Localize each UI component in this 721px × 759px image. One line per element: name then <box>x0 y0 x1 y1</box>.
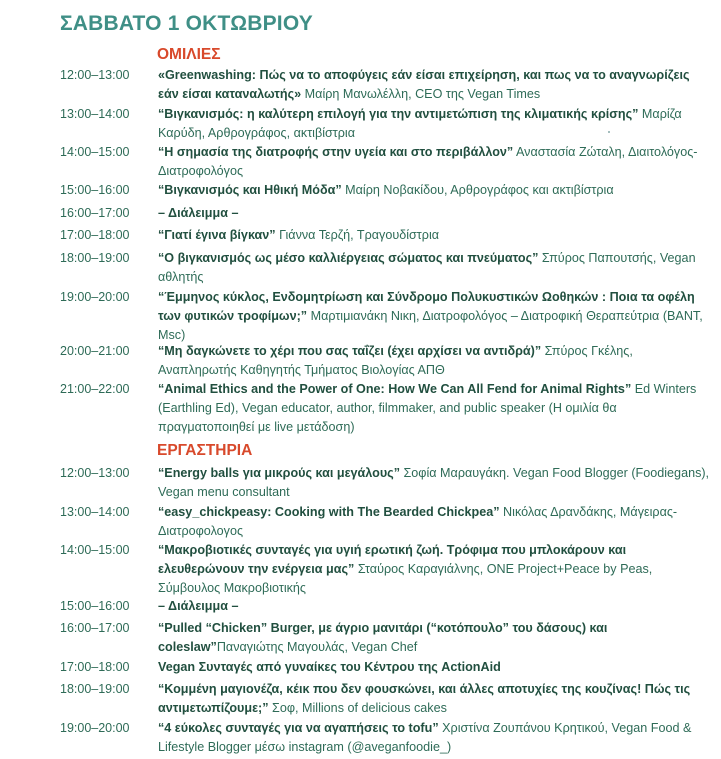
event-title: “Energy balls για μικρούς και μεγάλους” <box>158 466 401 480</box>
time-slot: 19:00–20:00 <box>60 290 130 304</box>
event-title: Vegan Συνταγές από γυναίκες του Κέντρου της ActionAid <box>158 660 501 674</box>
event-description <box>158 249 710 287</box>
event-speaker: Σπύρος Γκέλης, Αναπληρωτής Καθηγητής Τμήματος Βιολογίας ΑΠΘ <box>158 344 633 377</box>
break-label: – Διάλειμμα – <box>158 599 239 613</box>
event-title: “Pulled “Chicken” Burger, με άγριο μανιτάρι (“κοτόπουλο” του δάσους) και coleslaw” <box>158 621 608 654</box>
event-description <box>158 288 710 345</box>
event-speaker: Μαίρη Μανωλέλλη, CEO της Vegan Times <box>301 87 541 101</box>
event-speaker: Παναγιώτης Μαγουλάς, Vegan Chef <box>216 640 418 654</box>
event-speaker: Γιάννα Τερζή, Τραγουδίστρια <box>275 228 440 242</box>
section-title-talks: ΟΜΙΛΙΕΣ <box>157 46 221 63</box>
event-description <box>158 619 710 657</box>
event-description <box>158 226 710 245</box>
event-description <box>158 503 710 541</box>
event-description <box>158 181 710 200</box>
event-description <box>158 597 710 616</box>
event-description <box>158 680 710 718</box>
event-description <box>158 66 710 104</box>
event-title: “Animal Ethics and the Power of One: How We Can All Fend for Animal Rights” <box>158 382 632 396</box>
time-slot: 17:00–18:00 <box>60 660 130 674</box>
time-slot: 16:00–17:00 <box>60 621 130 635</box>
event-title: “Γιατί έγινα βίγκαν” <box>158 228 276 242</box>
time-slot: 13:00–14:00 <box>60 505 130 519</box>
time-slot: 20:00–21:00 <box>60 344 130 358</box>
event-title: “Μη δαγκώνετε το χέρι που σας ταΐζει (έχει αρχίσει να αντιδρά)” <box>158 344 542 358</box>
event-title: “Κομμένη μαγιονέζα, κέικ που δεν φουσκώνει, και άλλες αποτυχίες της κουζίνας! Πώς τις αντιμετωπίζουμε;” <box>158 682 691 715</box>
event-speaker: Μαίρη Νοβακίδου, Αρθρογράφος και ακτιβίστρια <box>341 183 614 197</box>
event-description <box>158 380 710 437</box>
event-speaker: Αναστασία Ζώταλη, Διαιτολόγος-Διατροφολόγος <box>158 145 698 178</box>
event-title: “4 εύκολες συνταγές για να αγαπήσεις το tofu” <box>158 721 439 735</box>
time-slot: 13:00–14:00 <box>60 107 130 121</box>
event-description <box>158 342 710 380</box>
event-description <box>158 204 710 223</box>
event-speaker: Μαρίζα Καρύδη, Αρθρογράφος, ακτιβίστρια <box>158 107 682 140</box>
event-description <box>158 658 710 677</box>
time-slot: 19:00–20:00 <box>60 721 130 735</box>
time-slot: 14:00–15:00 <box>60 145 130 159</box>
time-slot: 14:00–15:00 <box>60 543 130 557</box>
event-speaker: Νικόλας Δρανδάκης, Μάγειρας-Διατροφολογος <box>158 505 678 538</box>
event-title: “Ο βιγκανισμός ως μέσο καλλιέργειας σώματος και πνεύματος” <box>158 251 539 265</box>
event-title: “Έμμηνος κύκλος, Ενδομητρίωση και Σύνδρομο Πολυκυστικών Ωοθηκών : Ποια τα οφέλη των φυτικών τροφίμων;” <box>158 290 695 323</box>
event-title: “Βιγκανισμός: η καλύτερη επιλογή για την αντιμετώπιση της κλιματικής κρίσης” <box>158 107 639 121</box>
event-title: «Greenwashing: Πώς να το αποφύγεις εάν είσαι επιχείρηση, και πως να το αναγνωρίζεις εάν είσαι καταναλωτής» <box>158 68 690 101</box>
event-title: “Βιγκανισμός και Ηθική Μόδα” <box>158 183 342 197</box>
event-speaker: Σοφία Μαραυγάκη. Vegan Food Blogger (Foodiegans), Vegan menu consultant <box>158 466 710 499</box>
time-slot: 17:00–18:00 <box>60 228 130 242</box>
time-slot: 21:00–22:00 <box>60 382 130 396</box>
event-speaker: Μαρτιμιανάκη Νικη, Διατροφολόγος – Διατροφική Θεραπεύτρια (BANT, Msc) <box>158 309 703 342</box>
time-slot: 15:00–16:00 <box>60 599 130 613</box>
event-speaker: Σοφ, Millions of delicious cakes <box>268 701 447 715</box>
event-description <box>158 464 710 502</box>
event-description <box>158 541 710 598</box>
event-description <box>158 719 710 757</box>
time-slot: 18:00–19:00 <box>60 682 130 696</box>
event-description <box>158 143 710 181</box>
time-slot: 12:00–13:00 <box>60 466 130 480</box>
decorative-dot <box>608 131 610 133</box>
event-description <box>158 105 710 143</box>
event-title: “easy_chickpeasy: Cooking with The Bearded Chickpea” <box>158 505 500 519</box>
time-slot: 18:00–19:00 <box>60 251 130 265</box>
section-title-workshops: ΕΡΓΑΣΤΗΡΙΑ <box>157 442 253 459</box>
event-speaker: Ed Winters (Earthling Ed), Vegan educator, author, filmmaker, and public speaker (Η ομιλία θα πραγματοποιηθεί με live μετάδοση) <box>158 382 697 434</box>
event-speaker: Χριστίνα Ζουπάνου Κρητικού, Vegan Food & Lifestyle Blogger μέσω instagram (@aveganfoodie_) <box>158 721 692 754</box>
break-label: – Διάλειμμα – <box>158 206 239 220</box>
time-slot: 16:00–17:00 <box>60 206 130 220</box>
event-speaker: Σταύρος Καραγιάλνης, ONE Project+Peace by Peas, Σύμβουλος Μακροβιοτικής <box>158 562 653 595</box>
time-slot: 12:00–13:00 <box>60 68 130 82</box>
event-title: “Η σημασία της διατροφής στην υγεία και στο περιβάλλον” <box>158 145 514 159</box>
time-slot: 15:00–16:00 <box>60 183 130 197</box>
event-speaker: Σπύρος Παπουτσής, Vegan αθλητής <box>158 251 696 284</box>
day-title: ΣΑΒΒΑΤΟ 1 ΟΚΤΩΒΡΙΟΥ <box>60 12 314 35</box>
event-title: “Μακροβιοτικές συνταγές για υγιή ερωτική ζωή. Τρόφιμα που μπλοκάρουν και ελευθερώνουν την ενέργεια μας” <box>158 543 627 576</box>
